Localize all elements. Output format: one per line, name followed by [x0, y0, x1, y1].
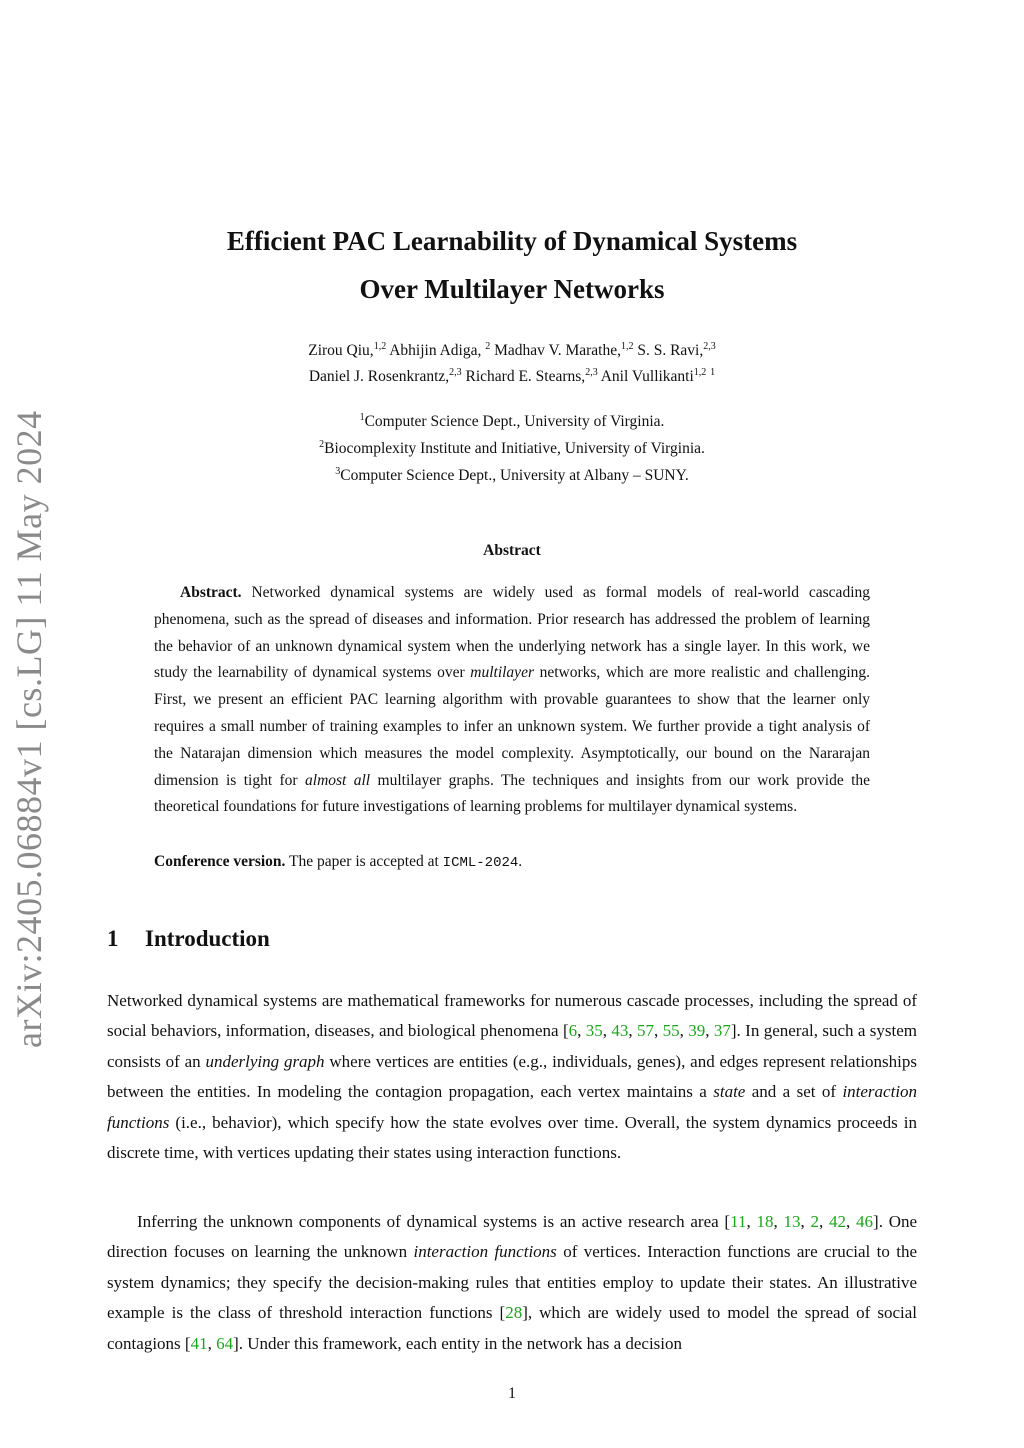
body-emphasis: state [713, 1082, 746, 1102]
conference-venue: ICML-2024 [442, 855, 519, 871]
paper-title-line-1: Efficient PAC Learnability of Dynamical Systems [226, 226, 798, 256]
body-text: Networked dynamical systems are mathematical frameworks for numerous cascade processes, including the spread of social behaviors, information, diseases, and biological phenomena [ [107, 991, 917, 1041]
body-text: ]. In general, such a system consists of an [107, 1021, 918, 1071]
conference-lead: Conference version. [154, 853, 286, 870]
affiliation-marker: 3 [335, 466, 341, 477]
citation-link[interactable]: 43 [611, 1021, 629, 1041]
section-heading [107, 926, 270, 952]
citation-link[interactable]: 42 [829, 1212, 847, 1231]
author-affil-sup: 2 [485, 341, 491, 352]
conference-note [154, 853, 870, 871]
affiliation-marker: 1 [359, 412, 365, 423]
citation-link[interactable]: 55 [662, 1021, 680, 1041]
affiliation-3 [0, 462, 1024, 489]
citation-link[interactable]: 18 [756, 1212, 774, 1231]
author-affil-sup: 2,3 [703, 341, 716, 352]
affiliation-text: Biocomplexity Institute and Initiative, University of Virginia. [324, 440, 705, 457]
abstract-body [154, 580, 870, 821]
section-title: Introduction [145, 926, 270, 951]
author-name: Abhijin Adiga, [389, 342, 482, 359]
author-affil-sup: 1,2 [693, 367, 707, 378]
author-name: Zirou Qiu, [308, 342, 374, 359]
body-text: and a set of [751, 1082, 837, 1102]
intro-paragraph-1: Networked dynamical systems are mathematical frameworks for numerous cascade processes, including the spread of social behaviors, information, diseases, and biological phenomena [6, 35, 43, 57, 55, 39, 37]. In general, such a system consists of an underlying graph where vertices are entities (e.g., individuals, genes), and edges represent relationships between the entities. In modeling the contagion propagation, each vertex maintains a state and a set of interaction functions (i.e., behavior), which specify how the state evolves over time. Overall, the system dynamics proceeds in discrete time, with vertices updating their states using interaction functions. [107, 991, 918, 1163]
author-affil-sup: 1,2 [373, 341, 387, 352]
citation-link[interactable]: 37 [713, 1021, 731, 1041]
body-emphasis: interaction functions [413, 1242, 557, 1262]
citation-link[interactable]: 64 [216, 1333, 234, 1353]
body-text: of vertices. Interaction functions are crucial to the system dynamics; they specify the decision-making rules that entities employ to update their states. An illustrative example is the class of threshold interaction functions [ [107, 1242, 918, 1323]
citation-link[interactable]: 35 [585, 1021, 603, 1041]
conference-end: . [518, 853, 523, 870]
affiliation-1 [0, 408, 1024, 435]
abstract-emphasis: multilayer [470, 664, 534, 682]
author-name: Anil Vullikanti [600, 368, 694, 385]
author-footnote-sup: 1 [710, 367, 716, 378]
affiliation-2 [0, 435, 1024, 462]
intro-paragraph-2: Inferring the unknown components of dynamical systems is an active research area [11, 18, 13, 2, 42, 46]. One direction focuses on learning the unknown interaction functions of vertices. Interaction functions are crucial to the system dynamics; they specify the decision-making rules that entities employ to update their states. An illustrative example is the class of threshold interaction functions [28], which are widely used to model the spread of social contagions [41, 64]. Under this framework, each entity in the network has a decision [107, 1212, 918, 1353]
body-text: ]. One direction focuses on learning the unknown [107, 1212, 918, 1262]
author-name: S. S. Ravi, [637, 342, 704, 359]
conference-text: The paper is accepted at [289, 853, 439, 870]
abstract-text: multilayer graphs. The techniques and insights from our work provide the theoretical foundations for future investigations of learning problems for multilayer dynamical systems. [154, 771, 871, 816]
author-affil-sup: 2,3 [449, 367, 462, 378]
author-name: Richard E. Stearns, [465, 368, 586, 385]
paper-title-line-2: Over Multilayer Networks [359, 274, 665, 304]
body-text: (i.e., behavior), which specify how the state evolves over time. Overall, the system dynamics proceeds in discrete time, with vertices updating their states using interaction functions. [107, 1112, 917, 1163]
citation-link[interactable]: 39 [688, 1021, 706, 1041]
citation-link[interactable]: 11 [730, 1212, 747, 1231]
author-name: Madhav V. Marathe, [494, 342, 621, 359]
affiliation-list [0, 408, 1024, 489]
section-number: 1 [107, 926, 119, 951]
body-text: ], which are widely used to model the spread of social contagions [ [107, 1303, 917, 1353]
page-number: 1 [508, 1385, 516, 1402]
abstract-emphasis: almost all [305, 771, 371, 789]
citation-link[interactable]: 28 [505, 1303, 523, 1323]
affiliation-marker: 2 [319, 439, 325, 450]
body-text: where vertices are entities (e.g., individuals, genes), and edges represent relationships between the entities. In modeling the contagion propagation, each vertex maintains a [107, 1051, 918, 1102]
citation-link[interactable]: 13 [783, 1212, 801, 1231]
citation-link[interactable]: 6 [568, 1021, 578, 1041]
author-list [0, 338, 1024, 390]
author-name: Daniel J. Rosenkrantz, [308, 368, 450, 385]
affiliation-text: Computer Science Dept., University of Virginia. [364, 413, 665, 430]
abstract-heading: Abstract [483, 542, 541, 559]
citation-link[interactable]: 57 [637, 1021, 654, 1041]
author-affil-sup: 1,2 [620, 341, 634, 352]
body-text: Inferring the unknown components of dynamical systems is an active research area [ [137, 1212, 731, 1231]
author-affil-sup: 2,3 [585, 367, 598, 378]
citation-link[interactable]: 41 [190, 1333, 208, 1353]
citation-link[interactable]: 2 [810, 1212, 819, 1231]
body-emphasis: interaction functions [107, 1082, 918, 1132]
citation-link[interactable]: 46 [856, 1212, 874, 1231]
body-text: ]. Under this framework, each entity in the network has a decision [233, 1333, 683, 1353]
affiliation-text: Computer Science Dept., University at Albany – SUNY. [340, 467, 689, 484]
arxiv-stamp: arXiv:2405.06884v1 [cs.LG] 11 May 2024 [9, 410, 49, 1048]
author-line-1 [0, 338, 1024, 364]
abstract-lead: Abstract. [180, 584, 242, 601]
abstract-text: Networked dynamical systems are widely used as formal models of real-world cascading phenomena, such as the spread of diseases and information. Prior research has addressed the problem of learning the behavior of an unknown dynamical system when the underlying network has a single layer. In this work, we study the learnability of dynamical systems over [154, 584, 870, 682]
abstract-text: networks, which are more realistic and challenging. First, we present an efficient PAC learning algorithm with provable guarantees to show that the learner only requires a small number of training examples to infer an unknown system. We further provide a tight analysis of the Natarajan dimension which measures the model complexity. Asymptotically, our bound on the Nararajan dimension is tight for [154, 664, 870, 789]
body-emphasis: underlying graph [205, 1051, 325, 1071]
author-line-2 [0, 364, 1024, 390]
